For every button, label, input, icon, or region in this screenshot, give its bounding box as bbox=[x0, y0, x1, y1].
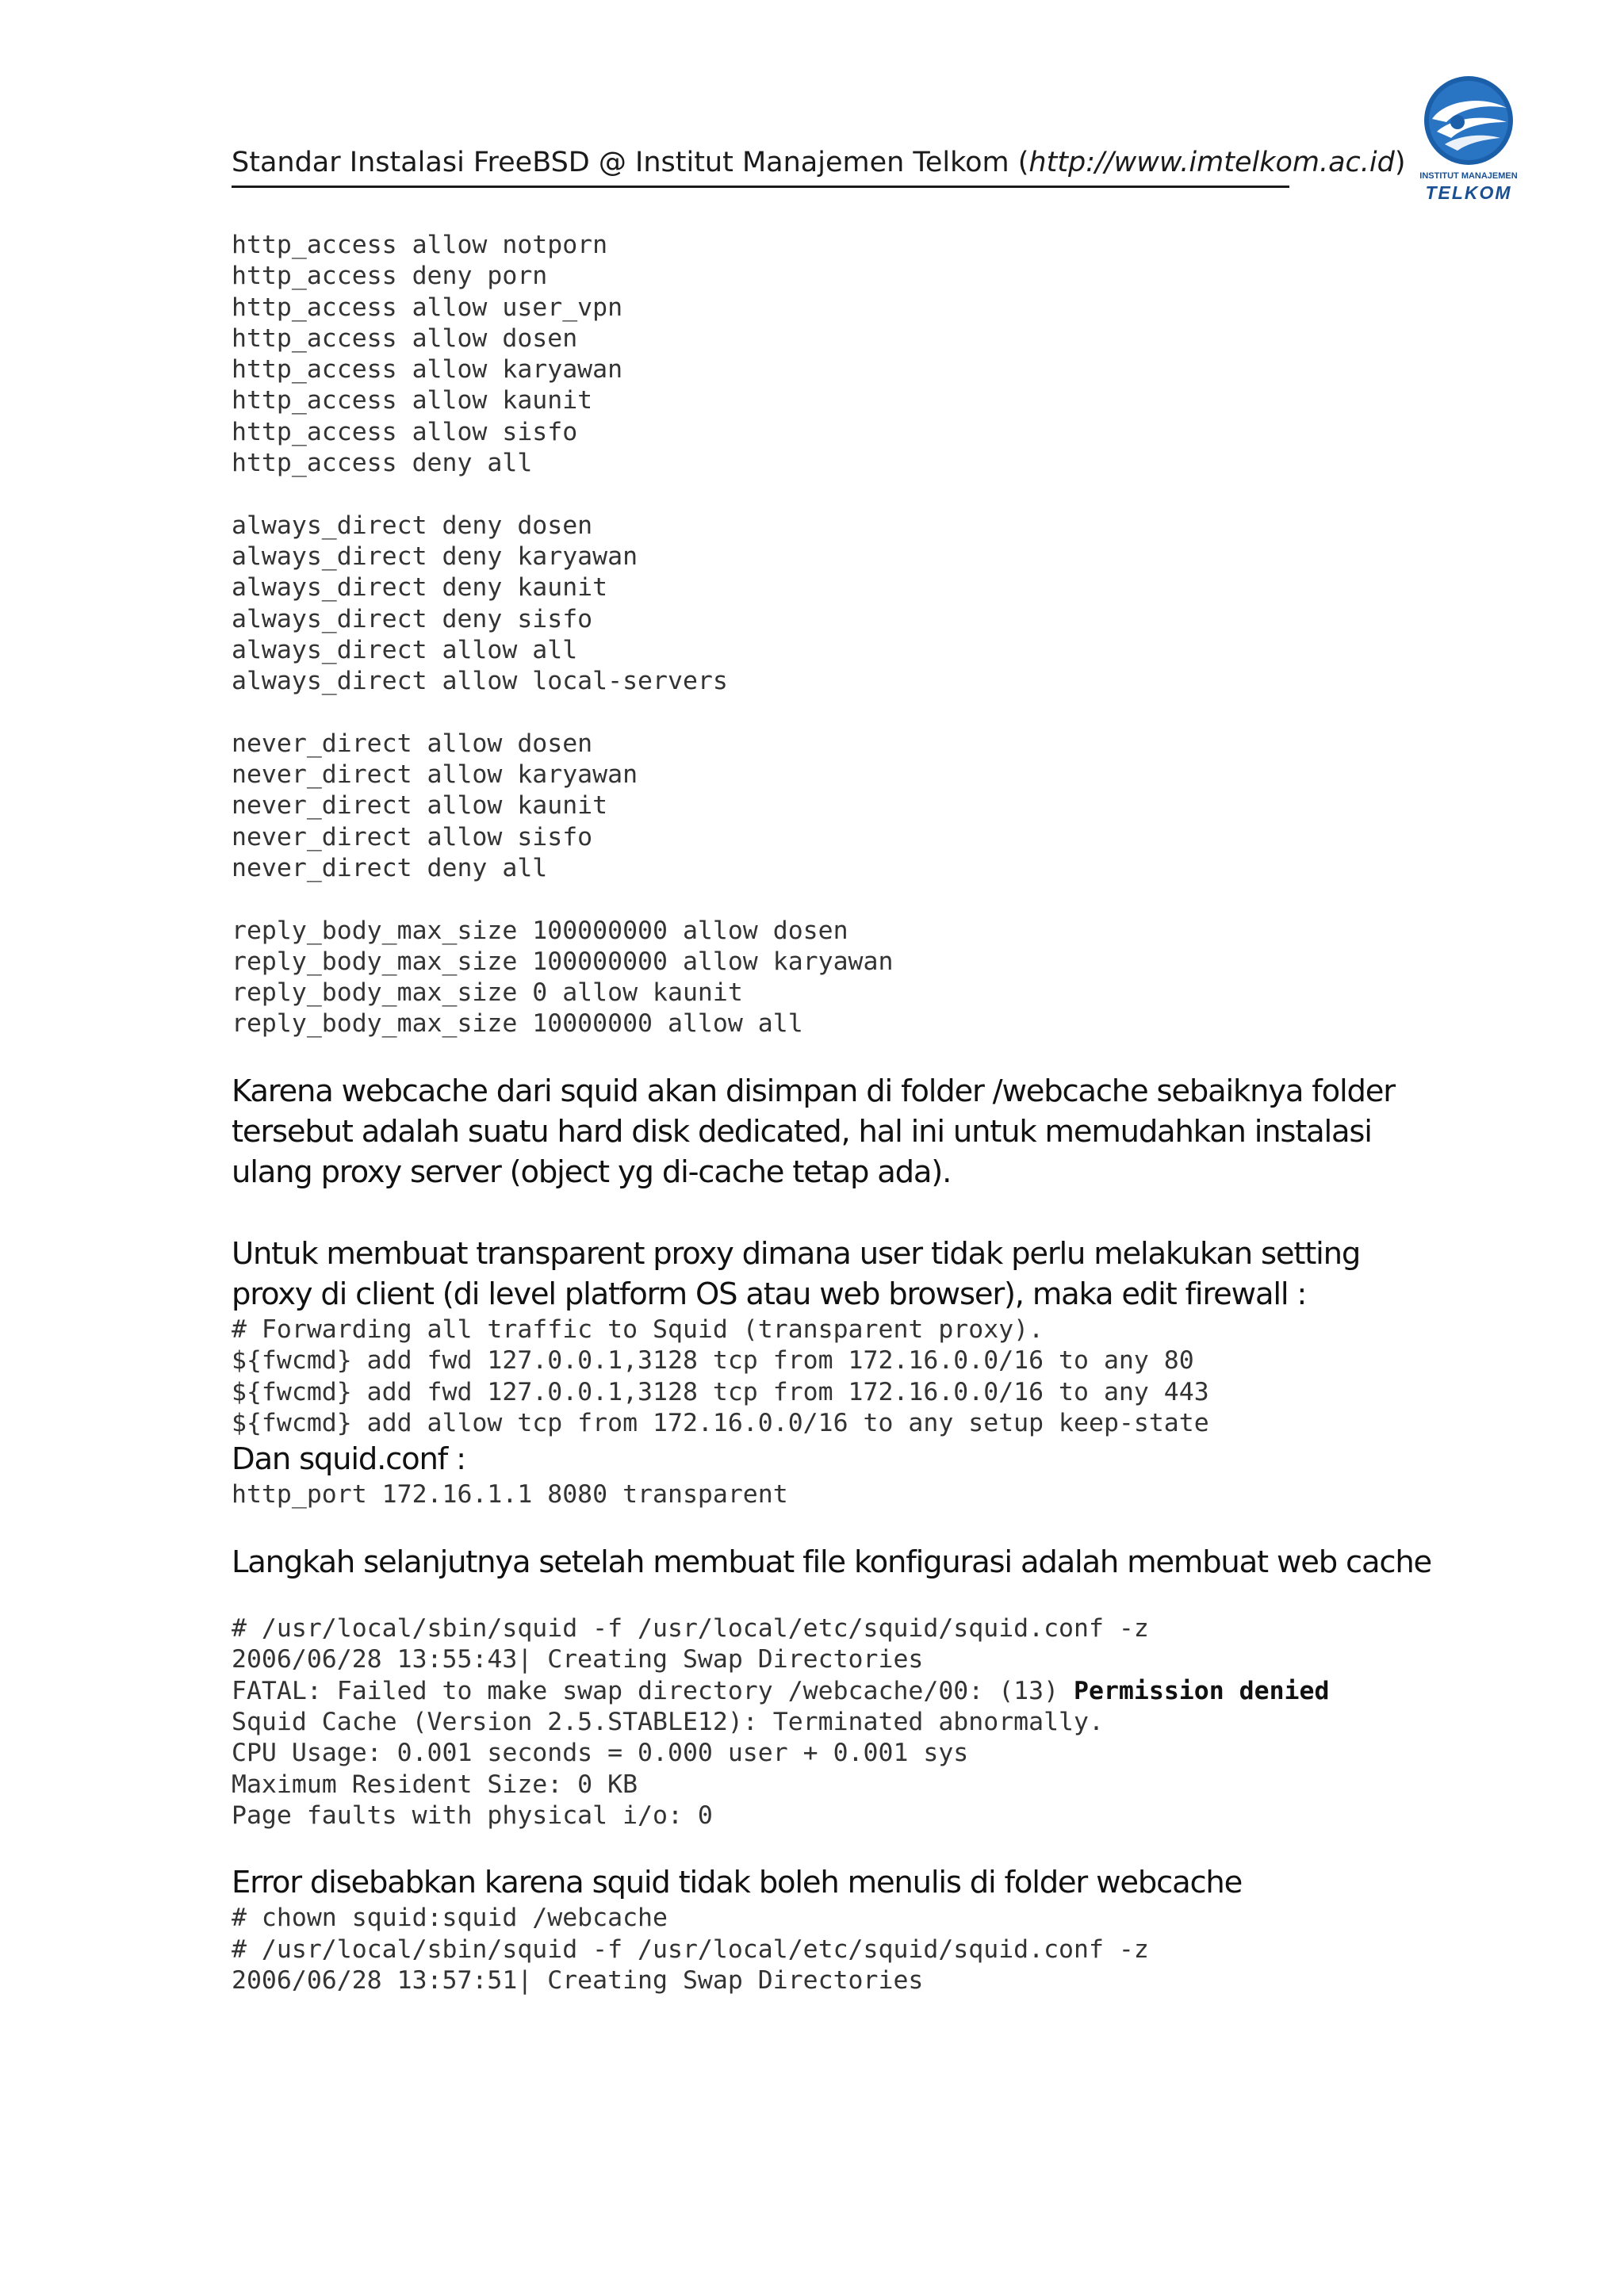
fatal-message: FATAL: Failed to make swap directory /webcache/00: (13) bbox=[232, 1676, 1074, 1705]
code-line: 2006/06/28 13:55:43| Creating Swap Directories bbox=[232, 1645, 924, 1674]
code-block-squid-z bbox=[232, 1613, 1484, 1831]
imtelkom-logo-emblem-icon bbox=[1413, 73, 1524, 171]
code-line: http_access deny all bbox=[232, 449, 533, 478]
code-block-always-direct bbox=[232, 511, 1484, 698]
paragraph-line: tersebut adalah suatu hard disk dedicated, hal ini untuk memudahkan instalasi bbox=[232, 1114, 1372, 1150]
code-block-chown bbox=[232, 1903, 1484, 1996]
spacer bbox=[232, 1831, 1484, 1862]
paragraph-langkah: Langkah selanjutnya setelah membuat file konfigurasi adalah membuat web cache bbox=[232, 1544, 1432, 1580]
spacer bbox=[232, 1582, 1484, 1613]
code-line bbox=[232, 1676, 1484, 1707]
paragraph-webcache bbox=[232, 1071, 1484, 1192]
code-line: http_access allow user_vpn bbox=[232, 293, 623, 322]
imtelkom-logo bbox=[1413, 73, 1524, 208]
code-line: ${fwcmd} add fwd 127.0.0.1,3128 tcp from 172.16.0.0/16 to any 443 bbox=[232, 1377, 1209, 1406]
paragraph-line: Untuk membuat transparent proxy dimana user tidak perlu melakukan setting bbox=[232, 1236, 1361, 1272]
code-line: # Forwarding all traffic to Squid (transparent proxy). bbox=[232, 1315, 1044, 1345]
code-line: always_direct deny sisfo bbox=[232, 604, 593, 633]
code-line: # /usr/local/sbin/squid -f /usr/local/etc/squid/squid.conf -z bbox=[232, 1614, 1149, 1644]
spacer bbox=[232, 697, 1484, 728]
code-block-never-direct bbox=[232, 729, 1484, 884]
code-line: ${fwcmd} add fwd 127.0.0.1,3128 tcp from 172.16.0.0/16 to any 80 bbox=[232, 1346, 1194, 1376]
code-line: always_direct deny karyawan bbox=[232, 541, 638, 571]
code-line: http_access allow sisfo bbox=[232, 417, 578, 446]
spacer bbox=[232, 884, 1484, 915]
page-header bbox=[232, 144, 1406, 188]
code-line: # /usr/local/sbin/squid -f /usr/local/etc/squid/squid.conf -z bbox=[232, 1934, 1149, 1964]
logo-telkom-label: TELKOM bbox=[1425, 182, 1512, 203]
code-line: reply_body_max_size 0 allow kaunit bbox=[232, 978, 743, 1008]
code-line: never_direct allow sisfo bbox=[232, 822, 593, 851]
document-body bbox=[232, 230, 1484, 1996]
code-block-http-port bbox=[232, 1479, 1484, 1510]
code-line: Squid Cache (Version 2.5.STABLE12): Terminated abnormally. bbox=[232, 1707, 1104, 1736]
header-title: Standar Instalasi FreeBSD @ Institut Manajemen Telkom ( bbox=[232, 147, 1029, 178]
code-line: Maximum Resident Size: 0 KB bbox=[232, 1770, 638, 1799]
label-squid-conf: Dan squid.conf : bbox=[232, 1441, 465, 1478]
code-block-firewall bbox=[232, 1314, 1484, 1439]
code-line: http_access allow karyawan bbox=[232, 355, 623, 385]
paragraph-line: proxy di client (di level platform OS atau web browser), maka edit firewall : bbox=[232, 1276, 1307, 1313]
paragraph-line: ulang proxy server (object yg di-cache tetap ada). bbox=[232, 1154, 952, 1191]
code-line: http_access allow notporn bbox=[232, 231, 608, 259]
paragraph-error: Error disebabkan karena squid tidak boleh menulis di folder webcache bbox=[232, 1865, 1243, 1901]
spacer bbox=[232, 1511, 1484, 1542]
code-line: reply_body_max_size 100000000 allow dosen bbox=[232, 916, 848, 945]
paragraph-line: Karena webcache dari squid akan disimpan di folder /webcache sebaiknya folder bbox=[232, 1073, 1395, 1110]
spacer bbox=[232, 479, 1484, 510]
code-line: reply_body_max_size 10000000 allow all bbox=[232, 1009, 803, 1039]
code-line: http_access deny porn bbox=[232, 262, 548, 291]
code-line: http_access allow dosen bbox=[232, 323, 578, 353]
code-block-reply-body bbox=[232, 916, 1484, 1040]
spacer bbox=[232, 1192, 1484, 1234]
code-line: # chown squid:squid /webcache bbox=[232, 1904, 668, 1933]
code-line: always_direct deny kaunit bbox=[232, 573, 608, 603]
code-block-http-access bbox=[232, 230, 1484, 479]
code-line: never_direct allow dosen bbox=[232, 729, 593, 758]
code-line: always_direct allow local-servers bbox=[232, 667, 728, 696]
code-line: never_direct deny all bbox=[232, 853, 548, 882]
code-line: always_direct allow all bbox=[232, 635, 578, 664]
logo-institution-label: INSTITUT MANAJEMEN bbox=[1419, 171, 1518, 181]
code-line: Page faults with physical i/o: 0 bbox=[232, 1800, 713, 1830]
permission-denied-text: Permission denied bbox=[1074, 1676, 1330, 1705]
code-line: always_direct deny dosen bbox=[232, 511, 593, 540]
paragraph-transparent-proxy bbox=[232, 1234, 1484, 1314]
header-url[interactable]: http://www.imtelkom.ac.id bbox=[1028, 147, 1395, 178]
code-line: http_port 172.16.1.1 8080 transparent bbox=[232, 1480, 788, 1510]
code-line: http_access allow kaunit bbox=[232, 386, 593, 415]
code-line: never_direct allow kaunit bbox=[232, 791, 608, 821]
code-line: never_direct allow karyawan bbox=[232, 760, 638, 790]
code-line: CPU Usage: 0.001 seconds = 0.000 user + 0.001 sys bbox=[232, 1739, 969, 1768]
header-close-paren: ) bbox=[1394, 147, 1406, 178]
spacer bbox=[232, 1040, 1484, 1071]
code-line: ${fwcmd} add allow tcp from 172.16.0.0/16 to any setup keep-state bbox=[232, 1408, 1209, 1437]
code-line: 2006/06/28 13:57:51| Creating Swap Directories bbox=[232, 1966, 924, 1996]
code-line: reply_body_max_size 100000000 allow karyawan bbox=[232, 947, 894, 976]
